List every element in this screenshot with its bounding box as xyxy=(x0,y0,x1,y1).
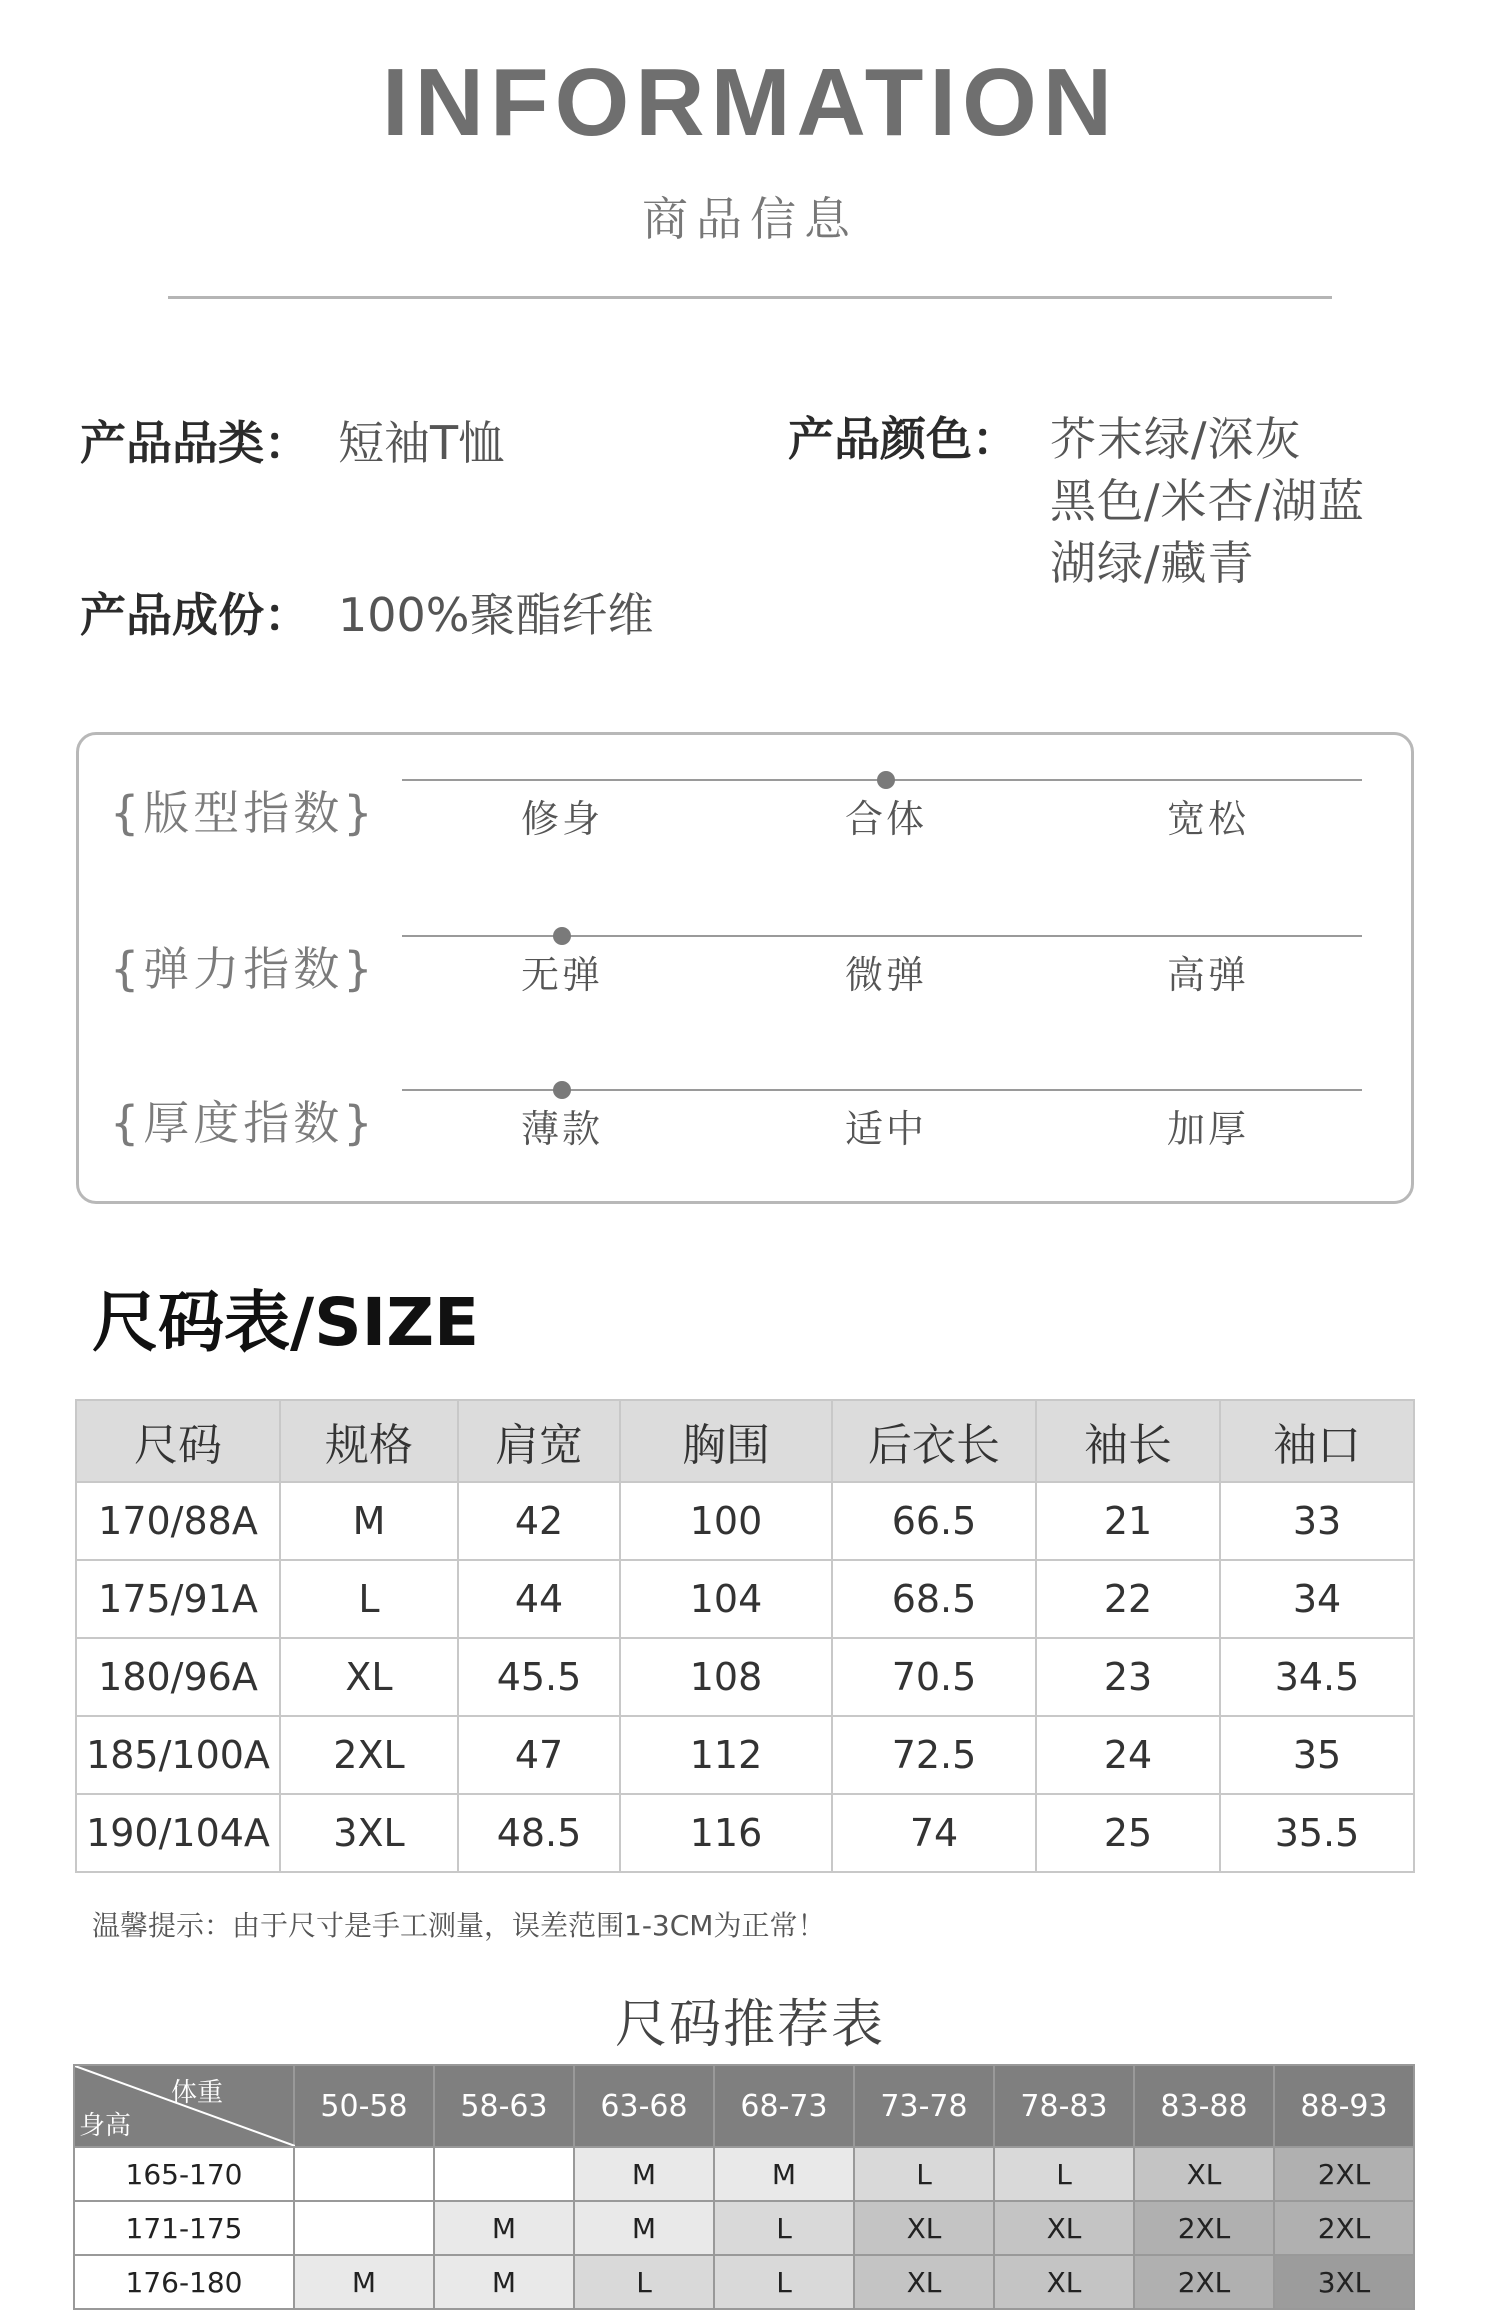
size-cell: M xyxy=(574,2147,714,2201)
table-cell: L xyxy=(280,1560,458,1638)
table-header-row xyxy=(74,2065,1414,2147)
size-cell: L xyxy=(994,2147,1134,2201)
page-subtitle: 商品信息 xyxy=(642,192,858,246)
size-cell: 2XL xyxy=(1274,2201,1414,2255)
table-row xyxy=(76,1794,1414,1872)
material-label: 产品成份： xyxy=(80,588,310,642)
table-cell: 180/96A xyxy=(76,1638,280,1716)
weight-header: 78-83 xyxy=(994,2065,1134,2147)
table-cell: 112 xyxy=(620,1716,832,1794)
table-cell: 190/104A xyxy=(76,1794,280,1872)
table-cell: XL xyxy=(280,1638,458,1716)
size-cell: M xyxy=(574,2201,714,2255)
table-cell: 34 xyxy=(1220,1560,1414,1638)
measurement-tip: 温馨提示：由于尺寸是手工测量，误差范围1-3CM为正常！ xyxy=(92,1909,826,1942)
size-cell xyxy=(434,2147,574,2201)
table-cell: 108 xyxy=(620,1638,832,1716)
height-cell: 176-180 xyxy=(74,2255,294,2309)
weight-header: 73-78 xyxy=(854,2065,994,2147)
material-value: 100%聚酯纤维 xyxy=(338,588,654,642)
index-option: 高弹 xyxy=(1166,953,1249,997)
index-marker-dot xyxy=(877,771,895,789)
index-scale-line xyxy=(402,935,1362,937)
table-cell: 44 xyxy=(458,1560,620,1638)
table-cell: 25 xyxy=(1036,1794,1220,1872)
size-cell: XL xyxy=(854,2201,994,2255)
size-cell: M xyxy=(714,2147,854,2201)
size-cell: L xyxy=(714,2201,854,2255)
table-cell: 72.5 xyxy=(832,1716,1036,1794)
height-cell: 171-175 xyxy=(74,2201,294,2255)
table-cell: 34.5 xyxy=(1220,1638,1414,1716)
table-row xyxy=(74,2147,1414,2201)
table-cell: 104 xyxy=(620,1560,832,1638)
weight-header: 83-88 xyxy=(1134,2065,1274,2147)
table-cell: 22 xyxy=(1036,1560,1220,1638)
size-cell: XL xyxy=(994,2201,1134,2255)
size-cell: 2XL xyxy=(1134,2255,1274,2309)
table-header-row xyxy=(76,1400,1414,1482)
table-cell: 170/88A xyxy=(76,1482,280,1560)
color-line: 芥末绿/深灰 xyxy=(1050,412,1302,466)
table-cell: 100 xyxy=(620,1482,832,1560)
index-label: {厚度指数} xyxy=(110,1096,377,1150)
index-option: 加厚 xyxy=(1166,1107,1249,1151)
column-header: 肩宽 xyxy=(458,1400,620,1482)
table-cell: 66.5 xyxy=(832,1482,1036,1560)
table-cell: 48.5 xyxy=(458,1794,620,1872)
color-line: 湖绿/藏青 xyxy=(1050,536,1255,590)
color-label: 产品颜色： xyxy=(788,412,1018,466)
recommend-table xyxy=(73,2064,1415,2310)
corner-height-label: 身高 xyxy=(79,2111,132,2141)
weight-header: 88-93 xyxy=(1274,2065,1414,2147)
index-scale-line xyxy=(402,1089,1362,1091)
size-cell: 3XL xyxy=(1274,2255,1414,2309)
size-table xyxy=(75,1399,1415,1873)
column-header: 尺码 xyxy=(76,1400,280,1482)
divider xyxy=(168,296,1332,299)
table-row xyxy=(76,1638,1414,1716)
size-cell: L xyxy=(854,2147,994,2201)
table-row xyxy=(76,1482,1414,1560)
index-label: {弹力指数} xyxy=(110,942,377,996)
index-option: 微弹 xyxy=(844,953,927,997)
size-chart-heading: 尺码表/SIZE xyxy=(92,1284,480,1361)
table-cell: 175/91A xyxy=(76,1560,280,1638)
table-cell: 47 xyxy=(458,1716,620,1794)
index-label: {版型指数} xyxy=(110,786,377,840)
page-title: INFORMATION xyxy=(381,49,1119,156)
size-cell: 2XL xyxy=(1274,2147,1414,2201)
weight-header: 63-68 xyxy=(574,2065,714,2147)
index-option: 宽松 xyxy=(1166,797,1249,841)
table-cell: 45.5 xyxy=(458,1638,620,1716)
table-cell: 23 xyxy=(1036,1638,1220,1716)
table-corner-cell xyxy=(74,2065,294,2147)
weight-header: 50-58 xyxy=(294,2065,434,2147)
table-cell: 24 xyxy=(1036,1716,1220,1794)
height-cell: 165-170 xyxy=(74,2147,294,2201)
index-option: 修身 xyxy=(520,797,603,841)
table-cell: 2XL xyxy=(280,1716,458,1794)
table-cell: 68.5 xyxy=(832,1560,1036,1638)
table-cell: 116 xyxy=(620,1794,832,1872)
table-cell: 35 xyxy=(1220,1716,1414,1794)
recommend-heading: 尺码推荐表 xyxy=(614,1995,885,2055)
table-cell: M xyxy=(280,1482,458,1560)
index-marker-dot xyxy=(553,927,571,945)
index-option: 薄款 xyxy=(520,1107,603,1151)
size-cell: M xyxy=(434,2201,574,2255)
color-line: 黑色/米杏/湖蓝 xyxy=(1050,474,1365,528)
column-header: 规格 xyxy=(280,1400,458,1482)
index-marker-dot xyxy=(553,1081,571,1099)
category-label: 产品品类： xyxy=(80,416,310,470)
size-cell: M xyxy=(294,2255,434,2309)
column-header: 后衣长 xyxy=(832,1400,1036,1482)
table-cell: 74 xyxy=(832,1794,1036,1872)
index-option: 无弹 xyxy=(520,953,603,997)
size-cell: XL xyxy=(994,2255,1134,2309)
table-cell: 21 xyxy=(1036,1482,1220,1560)
corner-weight-label: 体重 xyxy=(170,2078,223,2108)
column-header: 胸围 xyxy=(620,1400,832,1482)
size-cell: L xyxy=(714,2255,854,2309)
table-cell: 35.5 xyxy=(1220,1794,1414,1872)
size-cell: 2XL xyxy=(1134,2201,1274,2255)
size-cell: L xyxy=(574,2255,714,2309)
weight-header: 68-73 xyxy=(714,2065,854,2147)
table-cell: 70.5 xyxy=(832,1638,1036,1716)
table-row xyxy=(74,2255,1414,2309)
table-row xyxy=(76,1716,1414,1794)
table-cell: 185/100A xyxy=(76,1716,280,1794)
table-cell: 3XL xyxy=(280,1794,458,1872)
size-cell xyxy=(294,2201,434,2255)
size-cell: XL xyxy=(1134,2147,1274,2201)
weight-header: 58-63 xyxy=(434,2065,574,2147)
table-row xyxy=(74,2201,1414,2255)
index-option: 适中 xyxy=(844,1107,927,1151)
size-cell: XL xyxy=(854,2255,994,2309)
table-cell: 33 xyxy=(1220,1482,1414,1560)
column-header: 袖口 xyxy=(1220,1400,1414,1482)
table-cell: 42 xyxy=(458,1482,620,1560)
category-value: 短袖T恤 xyxy=(338,416,505,470)
size-cell xyxy=(294,2147,434,2201)
column-header: 袖长 xyxy=(1036,1400,1220,1482)
size-cell: M xyxy=(434,2255,574,2309)
index-option: 合体 xyxy=(844,797,927,841)
table-row xyxy=(76,1560,1414,1638)
